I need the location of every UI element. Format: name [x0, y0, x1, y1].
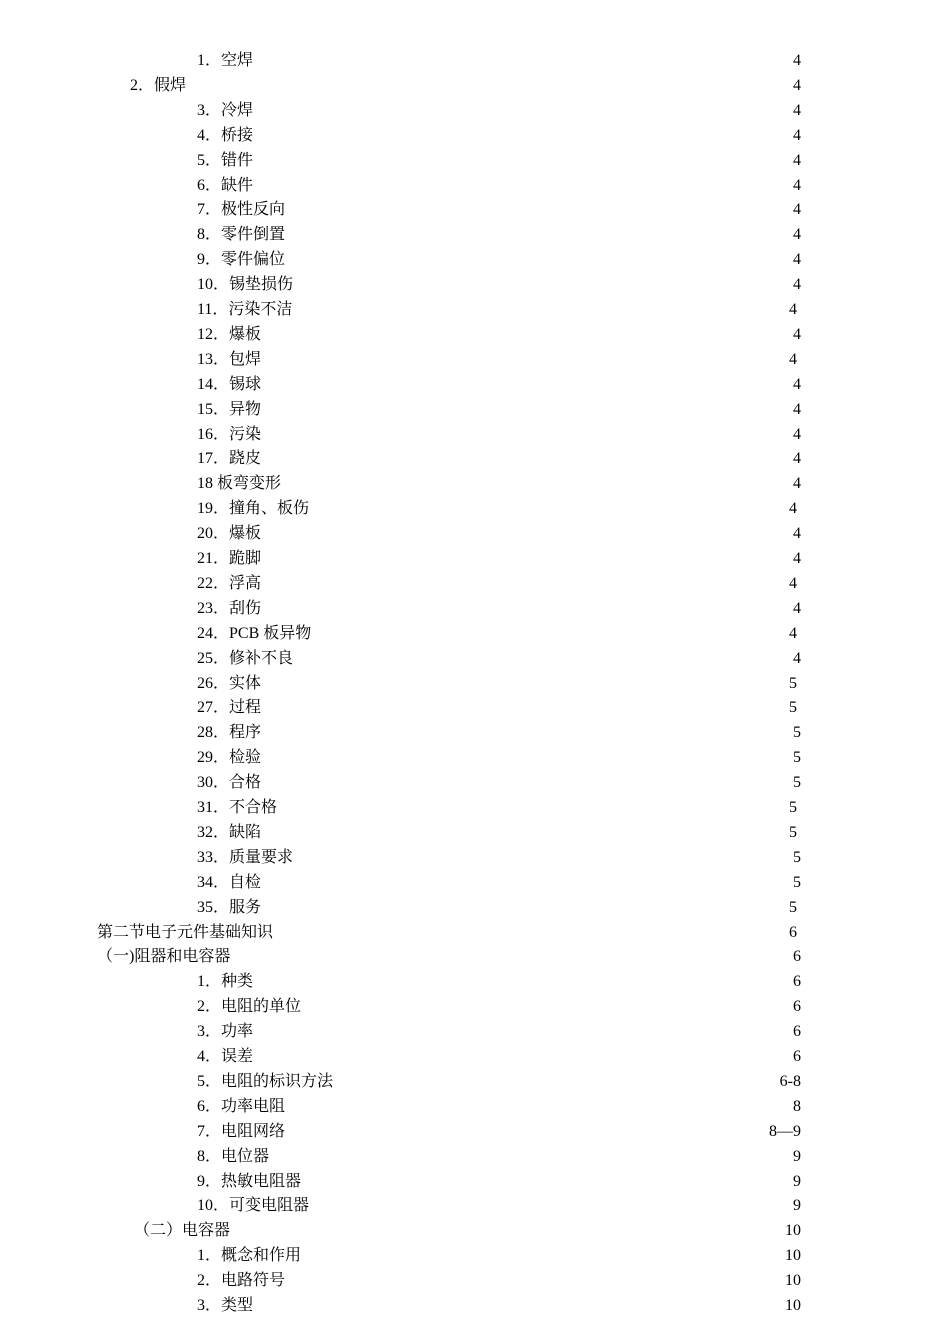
toc-entry-page-number: 8—9	[769, 1122, 801, 1140]
toc-entry-title: 10．锡垫损伤	[197, 276, 294, 294]
toc-entry-page-number: 4	[793, 375, 801, 393]
toc-entry-page-number: 4	[793, 475, 801, 493]
toc-entry-page-number: 5	[793, 774, 801, 792]
toc-entry-title: 10．可变电阻器	[197, 1197, 310, 1215]
toc-entry	[0, 721, 950, 746]
toc-entry-page-number: 4	[793, 176, 801, 194]
toc-entry-title: 2．电阻的单位	[197, 998, 302, 1016]
toc-entry-page-number: 10	[785, 1247, 801, 1265]
toc-entry-title: 9．热敏电阻器	[197, 1172, 302, 1190]
toc-entry	[0, 970, 950, 995]
toc-entry-page-number: 10	[785, 1222, 801, 1240]
toc-entry-title: 8．电位器	[197, 1147, 270, 1165]
toc-entry	[0, 398, 950, 423]
toc-entry-title: 1．空焊	[197, 52, 254, 69]
toc-entry-title: 27．过程	[197, 699, 262, 717]
toc-entry-title: 13．包焊	[197, 350, 262, 368]
toc-entry-page-number: 4	[793, 101, 801, 119]
toc-entry	[0, 1020, 950, 1045]
toc-entry-page-number: 4	[793, 400, 801, 418]
toc-entry-title: 2．电路符号	[197, 1272, 286, 1290]
toc-entry	[0, 1269, 950, 1294]
toc-entry-page-number: 4	[793, 226, 801, 244]
toc-entry-title: 9．零件偏位	[197, 251, 286, 269]
toc-entry	[0, 1045, 950, 1070]
toc-entry	[0, 497, 950, 522]
toc-entry-title: 22．浮高	[197, 574, 262, 592]
toc-entry-title: 4．误差	[197, 1048, 254, 1065]
toc-entry	[0, 1070, 950, 1095]
toc-entry-title: 24．PCB 板异物	[197, 624, 312, 642]
toc-entry	[0, 1294, 950, 1319]
toc-entry	[0, 447, 950, 472]
toc-entry-title: 3．类型	[197, 1297, 254, 1314]
toc-entry-page-number: 4	[789, 624, 797, 642]
toc-entry-page-number: 5	[793, 848, 801, 866]
toc-entry-title: （二）电容器	[134, 1222, 231, 1240]
toc-entry-title: 33．质量要求	[197, 848, 294, 866]
toc-entry-title: 35．服务	[197, 898, 262, 916]
toc-entry-title: 6．缺件	[197, 176, 254, 194]
toc-entry-page-number: 4	[793, 151, 801, 169]
toc-entry	[0, 1120, 950, 1145]
toc-entry-title: 19．撞角、板伤	[197, 500, 310, 518]
toc-entry-page-number: 4	[793, 126, 801, 144]
toc-entry-title: 11．污染不洁	[197, 301, 293, 318]
toc-entry	[0, 597, 950, 622]
toc-entry-title: 2．假焊	[130, 76, 187, 94]
toc-entry-title: 8．零件倒置	[197, 226, 286, 244]
toc-entry-page-number: 4	[793, 76, 801, 94]
toc-entry-title: 12．爆板	[197, 325, 262, 343]
toc-entry-page-number: 5	[789, 823, 797, 841]
toc-entry	[0, 198, 950, 223]
toc-entry	[0, 124, 950, 149]
toc-entry-page-number: 6	[793, 1048, 801, 1065]
toc-entry	[0, 472, 950, 497]
toc-entry	[0, 696, 950, 721]
toc-entry-page-number: 4	[793, 649, 801, 667]
toc-entry-page-number: 5	[789, 898, 797, 916]
toc-entry-page-number: 4	[793, 450, 801, 468]
toc-entry	[0, 373, 950, 398]
toc-entry-page-number: 5	[793, 724, 801, 742]
toc-entry-title: 17．跷皮	[197, 450, 262, 468]
toc-entry	[0, 846, 950, 871]
toc-entry-page-number: 4	[793, 599, 801, 617]
toc-entry	[0, 647, 950, 672]
toc-entry	[0, 871, 950, 896]
toc-entry-page-number: 6	[793, 1023, 801, 1041]
toc-entry-page-number: 6	[793, 998, 801, 1016]
toc-entry	[0, 149, 950, 174]
toc-entry	[0, 1219, 950, 1244]
toc-entry-title: 7．极性反向	[197, 201, 286, 219]
toc-entry-page-number: 5	[793, 873, 801, 891]
toc-entry-title: 18 板弯变形	[197, 475, 282, 493]
toc-entry-title: 32．缺陷	[197, 823, 262, 841]
toc-entry-title: 1．种类	[197, 973, 254, 991]
toc-entry-title: 15．异物	[197, 400, 262, 418]
toc-entry-title: 34．自检	[197, 873, 262, 891]
toc-entry-page-number: 4	[793, 525, 801, 543]
toc-entry-title: 3．功率	[197, 1023, 254, 1041]
toc-entry-page-number: 5	[789, 799, 797, 816]
toc-entry-title: 5．错件	[197, 151, 254, 169]
toc-entry-title: 28．程序	[197, 724, 262, 742]
toc-entry-page-number: 4	[793, 550, 801, 567]
toc-entry	[0, 746, 950, 771]
toc-entry	[0, 1244, 950, 1269]
toc-entry	[0, 423, 950, 448]
toc-entry-title: 7．电阻网络	[197, 1122, 286, 1140]
toc-entry	[0, 49, 950, 74]
toc-entry	[0, 1145, 950, 1170]
toc-entry-page-number: 6	[789, 923, 797, 941]
toc-entry	[0, 672, 950, 697]
toc-entry-page-number: 6	[793, 948, 801, 966]
toc-entry	[0, 1170, 950, 1195]
toc-entry-page-number: 6-8	[779, 1072, 801, 1090]
toc-entry-page-number: 5	[789, 674, 797, 692]
toc-entry	[0, 298, 950, 323]
toc-entry-page-number: 4	[789, 500, 797, 518]
toc-entry	[0, 522, 950, 547]
toc-entry-title: 4．桥接	[197, 126, 254, 144]
toc-entry-title: 20．爆板	[197, 525, 262, 543]
toc-entry-page-number: 4	[793, 425, 801, 443]
toc-entry-page-number: 5	[789, 699, 797, 717]
toc-entry-title: 21．跪脚	[197, 550, 262, 567]
toc-entry-page-number: 10	[785, 1272, 801, 1290]
toc-entry	[0, 547, 950, 572]
toc-entry	[0, 74, 950, 99]
toc-entry-title: 29．检验	[197, 749, 262, 767]
toc-entry-page-number: 10	[785, 1297, 801, 1314]
toc-entry-page-number: 4	[789, 350, 797, 368]
toc-entry-page-number: 4	[793, 52, 801, 69]
toc-entry	[0, 99, 950, 124]
toc-entry	[0, 348, 950, 373]
toc-entry-title: 30．合格	[197, 774, 262, 792]
toc-entry-title: 6．功率电阻	[197, 1097, 286, 1115]
toc-entry-page-number: 9	[793, 1172, 801, 1190]
toc-entry-title: 23．刮伤	[197, 599, 262, 617]
toc-entry-title: （一)阻器和电容器	[97, 948, 231, 966]
toc-entry	[0, 572, 950, 597]
toc-entry-title: 第二节电子元件基础知识	[97, 923, 274, 941]
toc-entry-page-number: 4	[789, 301, 797, 318]
toc-entry-page-number: 9	[793, 1147, 801, 1165]
toc-entry-page-number: 5	[793, 749, 801, 767]
toc-entry	[0, 796, 950, 821]
toc-entry	[0, 896, 950, 921]
toc-entry	[0, 1095, 950, 1120]
toc-entry	[0, 995, 950, 1020]
toc-entry-page-number: 4	[793, 325, 801, 343]
toc-entry-title: 31．不合格	[197, 799, 278, 816]
toc-entry	[0, 622, 950, 647]
toc-entry-title: 16．污染	[197, 425, 262, 443]
toc-entry	[0, 1194, 950, 1219]
toc-entry	[0, 945, 950, 970]
toc-entry-page-number: 4	[789, 574, 797, 592]
toc-entry-title: 3．冷焊	[197, 101, 254, 119]
toc-entry	[0, 821, 950, 846]
toc-entry-page-number: 6	[793, 973, 801, 991]
toc-entry	[0, 771, 950, 796]
toc-entry-page-number: 4	[793, 201, 801, 219]
toc-entry-page-number: 9	[793, 1197, 801, 1215]
toc-entry-title: 26．实体	[197, 674, 262, 692]
toc-entry	[0, 273, 950, 298]
toc-entry-page-number: 8	[793, 1097, 801, 1115]
toc-entry-title: 25．修补不良	[197, 649, 294, 667]
toc-entry	[0, 174, 950, 199]
toc-entry-page-number: 4	[793, 251, 801, 269]
toc-entry	[0, 323, 950, 348]
toc-entry	[0, 248, 950, 273]
toc-entry	[0, 223, 950, 248]
toc-entry-title: 1．概念和作用	[197, 1247, 302, 1265]
toc-entry	[0, 921, 950, 946]
toc-entry-title: 5．电阻的标识方法	[197, 1072, 334, 1090]
toc-entry-title: 14．锡球	[197, 375, 262, 393]
toc-entry-page-number: 4	[793, 276, 801, 294]
